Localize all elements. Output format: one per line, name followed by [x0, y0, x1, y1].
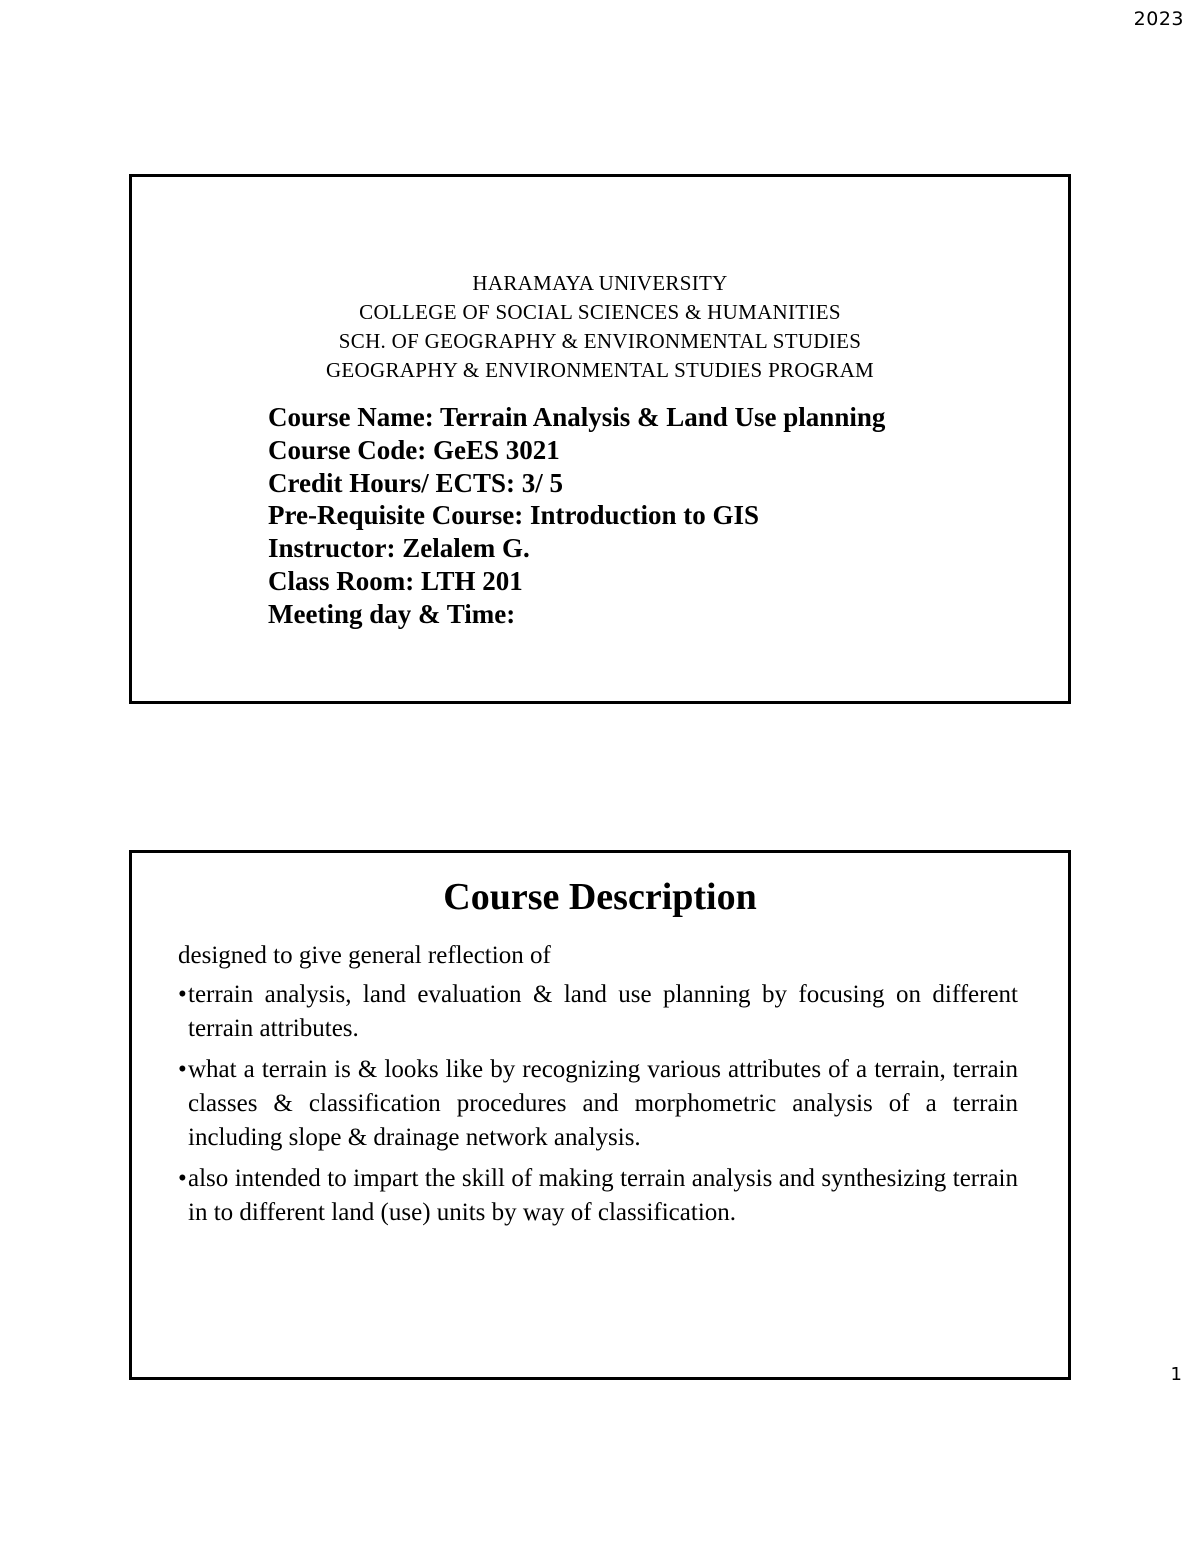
program-name: GEOGRAPHY & ENVIRONMENTAL STUDIES PROGRAM [325, 358, 875, 382]
class-room: Class Room: LTH 201 [268, 565, 523, 596]
bullet-text: what a terrain is & looks like by recognizing various attributes of a terrain, terrain classes & classification procedures and morphometric analysis of a terrain including slope & drainage network analysis. [188, 1056, 1018, 1151]
description-intro: designed to give general reflection of [178, 942, 551, 969]
description-bullet [178, 1053, 1018, 1155]
bullet-icon: • [178, 1056, 187, 1083]
instructor: Instructor: Zelalem G. [268, 533, 530, 564]
institution-header [132, 269, 1068, 385]
description-title: Course Description [443, 876, 757, 918]
bullet-icon: • [178, 981, 187, 1008]
course-code: Course Code: GeES 3021 [268, 434, 560, 465]
course-name: Course Name: Terrain Analysis & Land Use planning [268, 402, 886, 432]
bullet-text: also intended to impart the skill of making terrain analysis and synthesizing terrain in to different land (use) units by way of classification. [188, 1165, 1018, 1226]
course-details [268, 401, 885, 631]
description-bullet [178, 1162, 1018, 1230]
slide-course-description [129, 850, 1071, 1380]
prerequisite: Pre-Requisite Course: Introduction to GIS [268, 500, 759, 531]
bullet-text: terrain analysis, land evaluation & land use planning by focusing on different terrain attributes. [188, 981, 1018, 1042]
description-body [178, 939, 1018, 1237]
slide-course-info [129, 174, 1071, 704]
page-number: 1 [1170, 1364, 1182, 1385]
school-name: SCH. OF GEOGRAPHY & ENVIRONMENTAL STUDIES [338, 329, 862, 353]
bullet-icon: • [178, 1165, 187, 1192]
meeting-time: Meeting day & Time: [268, 598, 516, 629]
page-year: 2023 [1133, 8, 1184, 30]
university-name: HARAMAYA UNIVERSITY [472, 271, 728, 295]
description-bullet [178, 978, 1018, 1046]
credit-hours: Credit Hours/ ECTS: 3/ 5 [268, 467, 564, 498]
college-name: COLLEGE OF SOCIAL SCIENCES & HUMANITIES [359, 300, 841, 324]
